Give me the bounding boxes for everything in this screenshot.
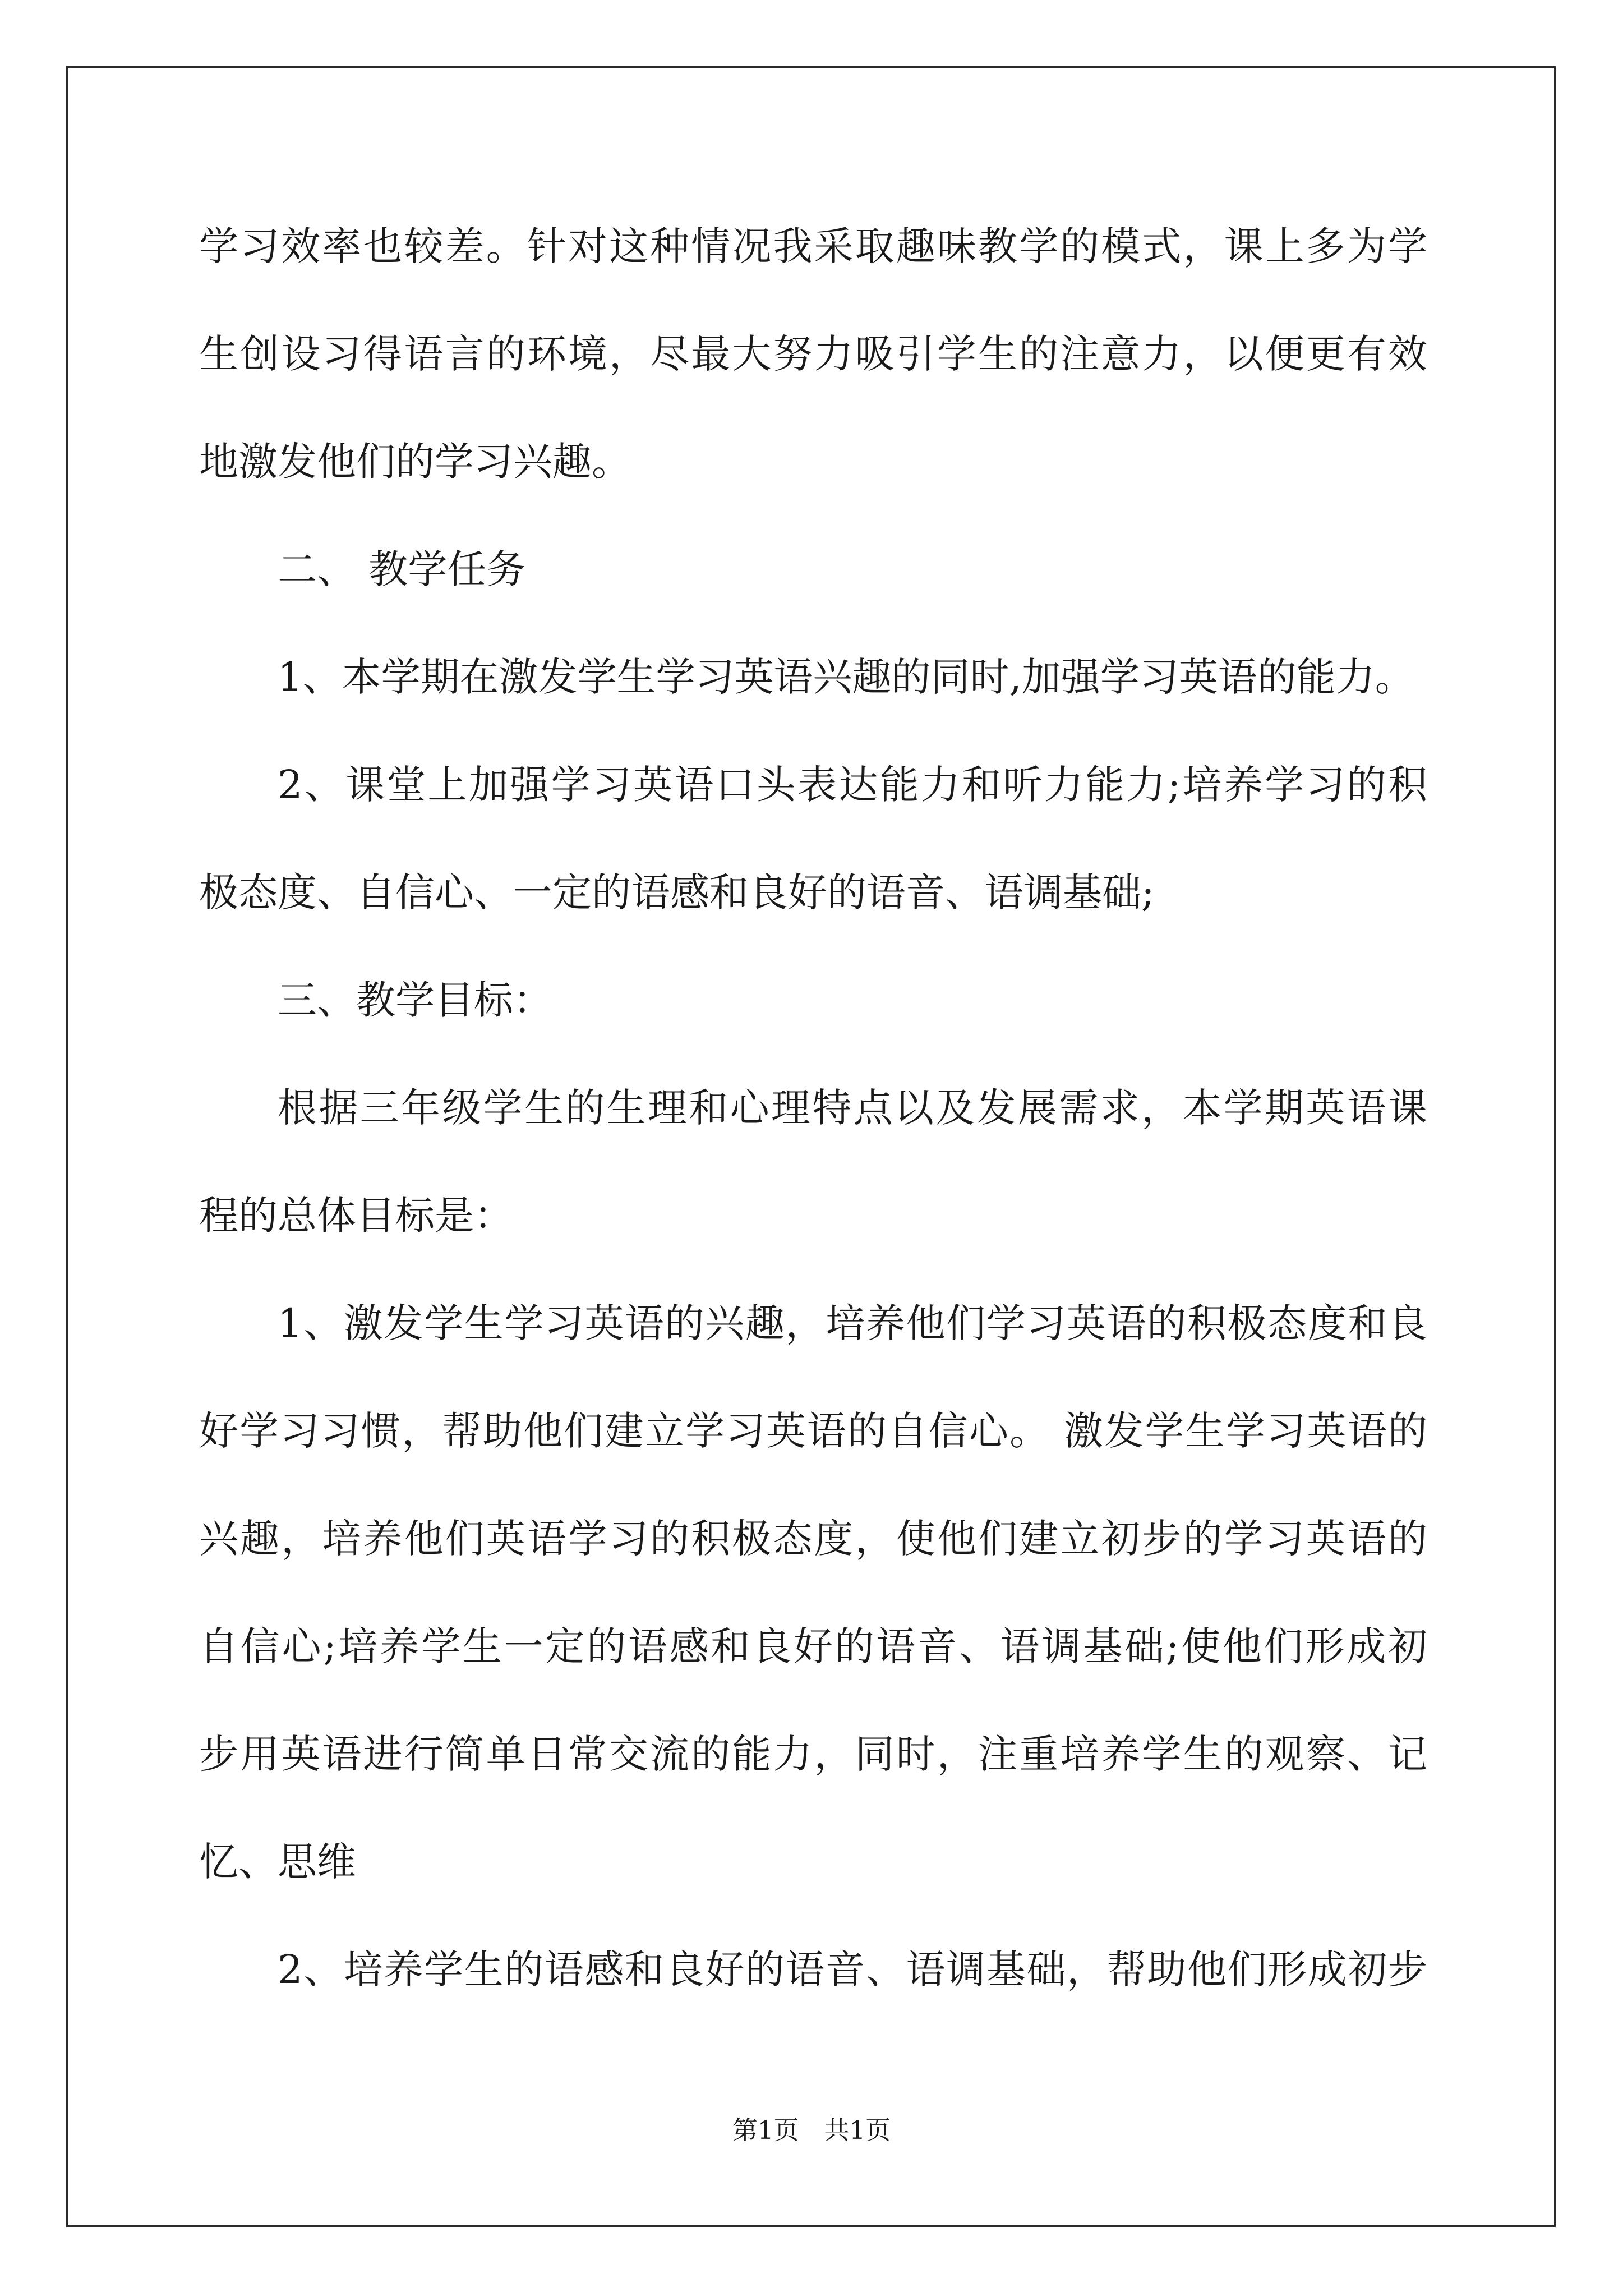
list-item: 2、培养学生的语感和良好的语音、语调基础，帮助他们形成初步 [278, 1947, 1427, 1993]
text-line: 忆、思维 [199, 1839, 356, 1885]
text-line: 步用英语进行简单日常交流的能力，同时，注重培养学生的观察、记 [199, 1731, 1427, 1777]
text-line: 地激发他们的学习兴趣。 [199, 439, 631, 485]
list-item: 1、本学期在激发学生学习英语兴趣的同时,加强学习英语的能力。 [278, 654, 1414, 700]
text-line: 极态度、自信心、一定的语感和良好的语音、语调基础; [199, 869, 1155, 915]
text-line: 好学习习惯，帮助他们建立学习英语的自信心。 激发学生学习英语的 [199, 1408, 1427, 1454]
list-item: 1、激发学生学习英语的兴趣，培养他们学习英语的积极态度和良 [278, 1300, 1427, 1346]
text-line: 兴趣，培养他们英语学习的积极态度，使他们建立初步的学习英语的 [199, 1516, 1427, 1562]
section-heading: 三、教学目标： [278, 977, 552, 1023]
page-number: 第1页 共1页 [732, 2115, 891, 2145]
text-line: 学习效率也较差。针对这种情况我采取趣味教学的模式，课上多为学 [199, 223, 1427, 269]
section-heading: 二、 教学任务 [278, 546, 526, 592]
list-item: 2、课堂上加强学习英语口头表达能力和听力能力;培养学习的积 [278, 762, 1427, 808]
document-body [199, 206, 1427, 2037]
paragraph-line: 根据三年级学生的生理和心理特点以及发展需求，本学期英语课 [278, 1085, 1427, 1131]
text-line: 自信心;培养学生一定的语感和良好的语音、语调基础;使他们形成初 [199, 1623, 1427, 1669]
text-line: 程的总体目标是： [199, 1193, 513, 1239]
text-line: 生创设习得语言的环境，尽最大努力吸引学生的注意力，以便更有效 [199, 331, 1427, 377]
